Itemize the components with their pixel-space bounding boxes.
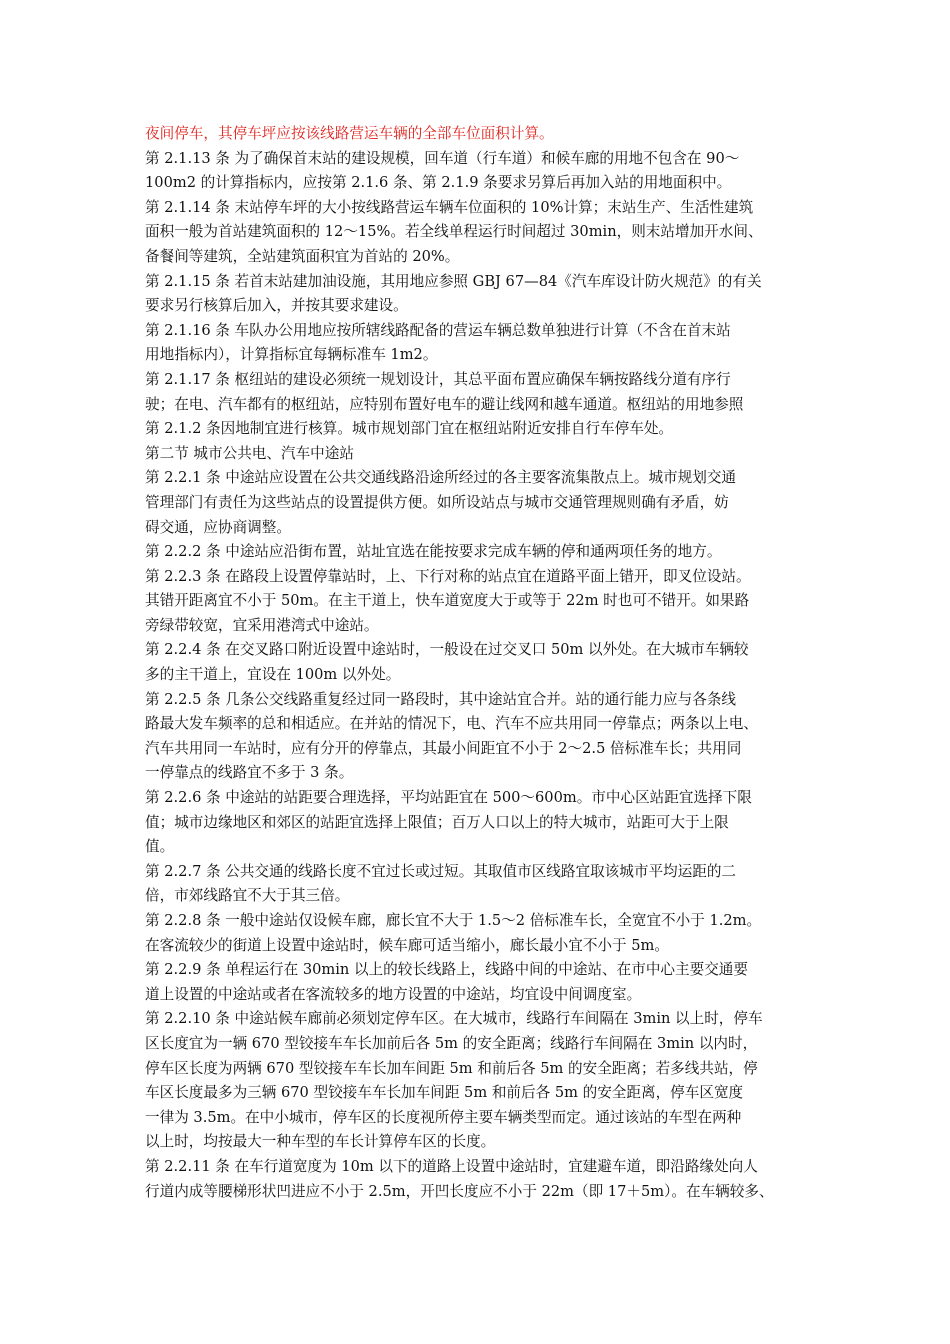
text-line: 第 2.2.4 条 在交叉路口附近设置中途站时，一般设在过交叉口 50m 以外处。在大城市车辆较 bbox=[145, 641, 749, 659]
text-line: 汽车共用同一车站时，应有分开的停靠点，其最小间距宜不小于 2～2.5 倍标准车长；共用同 bbox=[145, 739, 742, 757]
text-line: 道上设置的中途站或者在客流较多的地方设置的中途站，均宜设中间调度室。 bbox=[145, 985, 642, 1003]
text-line-highlighted: 夜间停车，其停车坪应按该线路营运车辆的全部车位面积计算。 bbox=[145, 125, 554, 142]
text-line: 一停靠点的线路宜不多于 3 条。 bbox=[145, 764, 354, 782]
text-line: 用地指标内），计算指标宜每辆标准车 1m2。 bbox=[145, 346, 438, 364]
text-line: 区长度宜为一辆 670 型铰接车车长加前后各 5m 的安全距离；线路行车间隔在 3min 以内时， bbox=[145, 1034, 758, 1052]
text-line: 第 2.2.1 条 中途站应设置在公共交通线路沿途所经过的各主要客流集散点上。城市规划交通 bbox=[145, 469, 737, 487]
text-line: 路最大发车频率的总和相适应。在并站的情况下，电、汽车不应共用同一停靠点；两条以上电、 bbox=[145, 715, 758, 733]
text-line: 第 2.2.2 条 中途站应沿街布置，站址宜选在能按要求完成车辆的停和通两项任务的地方。 bbox=[145, 543, 722, 561]
text-line: 第 2.1.16 条 车队办公用地应按所辖线路配备的营运车辆总数单独进行计算（不含在首末站 bbox=[145, 321, 731, 339]
text-line: 第 2.1.13 条 为了确保首末站的建设规模，回车道（行车道）和候车廊的用地不包含在 90～ bbox=[145, 149, 740, 167]
text-line: 碍交通，应协商调整。 bbox=[145, 518, 291, 536]
text-line: 值。 bbox=[145, 838, 175, 856]
text-line: 其错开距离宜不小于 50m。在主干道上，快车道宽度大于或等于 22m 时也可不错开。如果路 bbox=[145, 592, 750, 610]
text-line: 倍，市郊线路宜不大于其三倍。 bbox=[145, 887, 350, 905]
text-line: 面积一般为首站建筑面积的 12～15%。若全线单程运行时间超过 30min，则末站增加开水间、 bbox=[145, 223, 763, 241]
text-line: 值；城市边缘地区和郊区的站距宜选择上限值；百万人口以上的特大城市，站距可大于上限 bbox=[145, 813, 729, 831]
text-line: 一律为 3.5m。在中小城市，停车区的长度视所停主要车辆类型而定。通过该站的车型在两种 bbox=[145, 1108, 742, 1126]
text-line: 第 2.2.11 条 在车行道宽度为 10m 以下的道路上设置中途站时，宜建避车道，即沿路缘处向人 bbox=[145, 1157, 758, 1175]
text-line: 第 2.1.14 条 末站停车坪的大小按线路营运车辆车位面积的 10%计算；末站生产、生活性建筑 bbox=[145, 198, 754, 216]
text-line: 行道内成等腰梯形状凹进应不小于 2.5m，开凹长度应不小于 22m（即 17＋5m）。在车辆较多、 bbox=[145, 1182, 774, 1200]
text-line: 第 2.1.17 条 枢纽站的建设必须统一规划设计，其总平面布置应确保车辆按路线分道有序行 bbox=[145, 370, 731, 388]
text-line: 管理部门有责任为这些站点的设置提供方便。如所设站点与城市交通管理规则确有矛盾，妨 bbox=[145, 493, 729, 511]
text-line: 第 2.2.5 条 几条公交线路重复经过同一路段时，其中途站宜合并。站的通行能力应与各条线 bbox=[145, 690, 737, 708]
text-line: 要求另行核算后加入，并按其要求建设。 bbox=[145, 297, 408, 315]
text-line: 第 2.1.15 条 若首末站建加油设施，其用地应参照 GBJ 67—84《汽车库设计防火规范》的有关 bbox=[145, 272, 762, 290]
text-line: 车区长度最多为三辆 670 型铰接车车长加车间距 5m 和前后各 5m 的安全距离，停车区宽度 bbox=[145, 1084, 744, 1102]
text-line: 多的主干道上，宜设在 100m 以外处。 bbox=[145, 666, 401, 684]
text-line: 第 2.1.2 条因地制宜进行核算。城市规划部门宜在枢纽站附近安排自行车停车处。 bbox=[145, 420, 674, 438]
text-line: 第 2.2.9 条 单程运行在 30min 以上的较长线路上，线路中间的中途站、在市中心主要交通要 bbox=[145, 961, 748, 979]
text-line: 在客流较少的街道上设置中途站时，候车廊可适当缩小，廊长最小宜不小于 5m。 bbox=[145, 936, 669, 954]
text-line: 第 2.2.7 条 公共交通的线路长度不宜过长或过短。其取值市区线路宜取该城市平均运距的二 bbox=[145, 862, 737, 880]
text-line: 备餐间等建筑，全站建筑面积宜为首站的 20%。 bbox=[145, 247, 460, 265]
text-line: 100m2 的计算指标内，应按第 2.1.6 条、第 2.1.9 条要求另算后再加入站的用地面积中。 bbox=[145, 174, 732, 192]
text-line: 旁绿带较宽，宜采用港湾式中途站。 bbox=[145, 616, 379, 634]
text-line: 以上时，均按最大一种车型的车长计算停车区的长度。 bbox=[145, 1133, 496, 1151]
section-heading: 第二节 城市公共电、汽车中途站 bbox=[145, 444, 354, 462]
text-line: 第 2.2.8 条 一般中途站仅设候车廊，廊长宜不大于 1.5～2 倍标准车长，全宽宜不小于 1.2m。 bbox=[145, 912, 762, 929]
text-line: 第 2.2.10 条 中途站候车廊前必须划定停车区。在大城市，线路行车间隔在 3min 以上时，停车 bbox=[145, 1010, 763, 1028]
text-line: 驶；在电、汽车都有的枢纽站，应特别布置好电车的避让线网和越车通道。枢纽站的用地参照 bbox=[145, 395, 744, 413]
document-body bbox=[145, 122, 810, 1204]
text-line: 第 2.2.3 条 在路段上设置停靠站时，上、下行对称的站点宜在道路平面上错开，即叉位设站。 bbox=[145, 567, 751, 585]
text-line: 第 2.2.6 条 中途站的站距要合理选择，平均站距宜在 500～600m。市中心区站距宜选择下限 bbox=[145, 789, 752, 807]
text-line: 停车区长度为两辆 670 型铰接车车长加车间距 5m 和前后各 5m 的安全距离；若多线共站，停 bbox=[145, 1059, 758, 1077]
